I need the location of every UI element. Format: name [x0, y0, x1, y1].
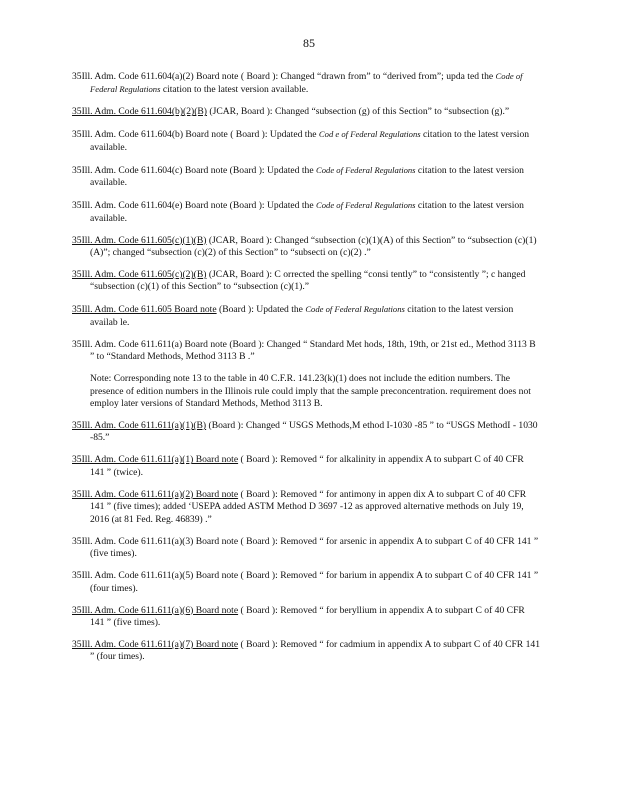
citation: 35Ill. Adm. Code 611.611(a)(7) Board note	[72, 638, 239, 650]
entry-text: (JCAR, Board ): C orrected the spelling “consi tently” to “consistently ”; c hanged “subsection (c)(1) of this Section” to “subsection (c)(1).”	[90, 269, 526, 293]
list-item	[72, 199, 540, 225]
citation: 35Ill. Adm. Code 611.611(a) Board note	[72, 338, 227, 350]
list-item	[72, 128, 540, 154]
list-item	[72, 570, 540, 595]
italic-title: Code of Federal Regulations	[305, 304, 405, 315]
entry-text: (Board ): Updated the	[216, 304, 306, 316]
citation: 35Ill. Adm. Code 611.611(a)(5) Board note	[72, 570, 239, 582]
entry-text: ( Board ): Removed “ for antimony in appen dix A to subpart C of 40 CFR 141 ” (five times); added ‘USEPA added ASTM Method D 3697 -12 as approved alternative methods on July 19, 2016 (at 81 Fed. Reg. 46839) .”	[90, 488, 527, 525]
entry-text: (Board ): Changed “ USGS Methods,M ethod I-1030 -85 ” to “USGS MethodI - 1030 -85.”	[90, 420, 538, 444]
list-item	[72, 164, 540, 190]
entry-text: (Board ): Updated the	[229, 164, 316, 176]
citation: 35Ill. Adm. Code 611.604(b)(2)(B)	[72, 106, 208, 118]
citation: 35Ill. Adm. Code 611.611(a)(3) Board note	[72, 535, 239, 547]
list-item	[72, 303, 540, 329]
entry-text: ( Board ): Removed “ for cadmium in appendix A to subpart C of 40 CFR 141 ” (four times).	[90, 638, 540, 663]
entry-text-rest: citation to the latest version available.	[90, 164, 524, 189]
italic-title: Cod e of Federal Regulations	[318, 129, 421, 140]
italic-title: Code of Federal Regulations	[316, 200, 416, 211]
citation: 35Ill. Adm. Code 611.611(a)(6) Board note	[72, 604, 239, 616]
entry-text: (Board ): Updated the	[229, 200, 316, 212]
citation: 35Ill. Adm. Code 611.611(a)(1) Board note	[72, 454, 239, 466]
citation: 35Ill. Adm. Code 611.604(a)(2) Board note	[72, 71, 239, 82]
entry-text-rest: citation to the latest version available.	[160, 84, 309, 96]
italic-title: Code of Federal Regulations	[316, 164, 416, 175]
page-number: 85	[303, 36, 315, 50]
entry-text: (JCAR, Board ): Changed “subsection (c)(1)(A) of this Section” to “subsection (c)(1)(A)”; changed “subsection (c)(2) of this Section” to “subsecti on (c)(2) .”	[90, 234, 537, 259]
citation: 35Ill. Adm. Code 611.605(c)(1)(B)	[72, 234, 207, 246]
list-item	[72, 454, 540, 479]
italic-title: Code of Federal Regulations	[90, 71, 523, 95]
list-item	[72, 536, 540, 561]
list-item	[72, 235, 540, 260]
list-item	[72, 339, 540, 364]
entry-text: ( Board ): Updated the	[230, 129, 319, 141]
list-item	[72, 70, 540, 97]
citation: 35Ill. Adm. Code 611.605 Board note	[72, 304, 217, 316]
entry-text-rest: citation to the latest version available.	[90, 129, 530, 153]
entry-text-rest: citation to the latest version available.	[90, 200, 524, 224]
entry-text: ( Board ): Removed “ for arsenic in appendix A to subpart C of 40 CFR 141 ” (five times).	[90, 535, 539, 560]
citation: 35Ill. Adm. Code 611.611(a)(1)(B)	[72, 420, 207, 432]
citation: 35Ill. Adm. Code 611.605(c)(2)(B)	[72, 269, 207, 281]
entry-text: ( Board ): Removed “ for alkalinity in appendix A to subpart C of 40 CFR 141 ” (twice).	[90, 454, 524, 478]
citation: 35Ill. Adm. Code 611.611(a)(2) Board note	[72, 488, 239, 500]
entry-text: (JCAR, Board ): Changed “subsection (g) of this Section” to “subsection (g).”	[207, 106, 510, 118]
list-item	[72, 106, 540, 118]
list-item	[72, 269, 540, 294]
list-item	[72, 420, 540, 445]
entry-text: ( Board ): Removed “ for beryllium in appendix A to subpart C of 40 CFR 141 ” (five times).	[90, 604, 525, 628]
citation: 35Ill. Adm. Code 611.604(e) Board note	[72, 200, 228, 212]
citation: 35Ill. Adm. Code 611.604(b) Board note	[72, 129, 228, 141]
entry-note: Note: Corresponding note 13 to the table in 40 C.F.R. 141.23(k)(1) does not include the edition numbers. The presence of edition numbers in the Illinois rule could imply that the sample preconcentration. requirement does not employ later versions of Standard Methods, Method 3113 B.	[90, 373, 531, 410]
entry-list	[72, 70, 540, 673]
list-item	[72, 605, 540, 630]
citation: 35Ill. Adm. Code 611.604(c) Board note	[72, 164, 228, 176]
list-item	[72, 489, 540, 526]
entry-text-rest: citation to the latest version availab le.	[90, 304, 514, 328]
list-item	[72, 639, 540, 664]
entry-text: ( Board ): Removed “ for barium in appendix A to subpart C of 40 CFR 141 ” (four times).	[90, 570, 539, 594]
entry-text: (Board ): Changed “ Standard Met hods, 18th, 19th, or 21st ed., Method 3113 B ” to “Standard Methods, Method 3113 B .”	[90, 338, 536, 363]
entry-text: ( Board ): Changed “drawn from” to “derived from”; upda ted the	[240, 71, 496, 82]
